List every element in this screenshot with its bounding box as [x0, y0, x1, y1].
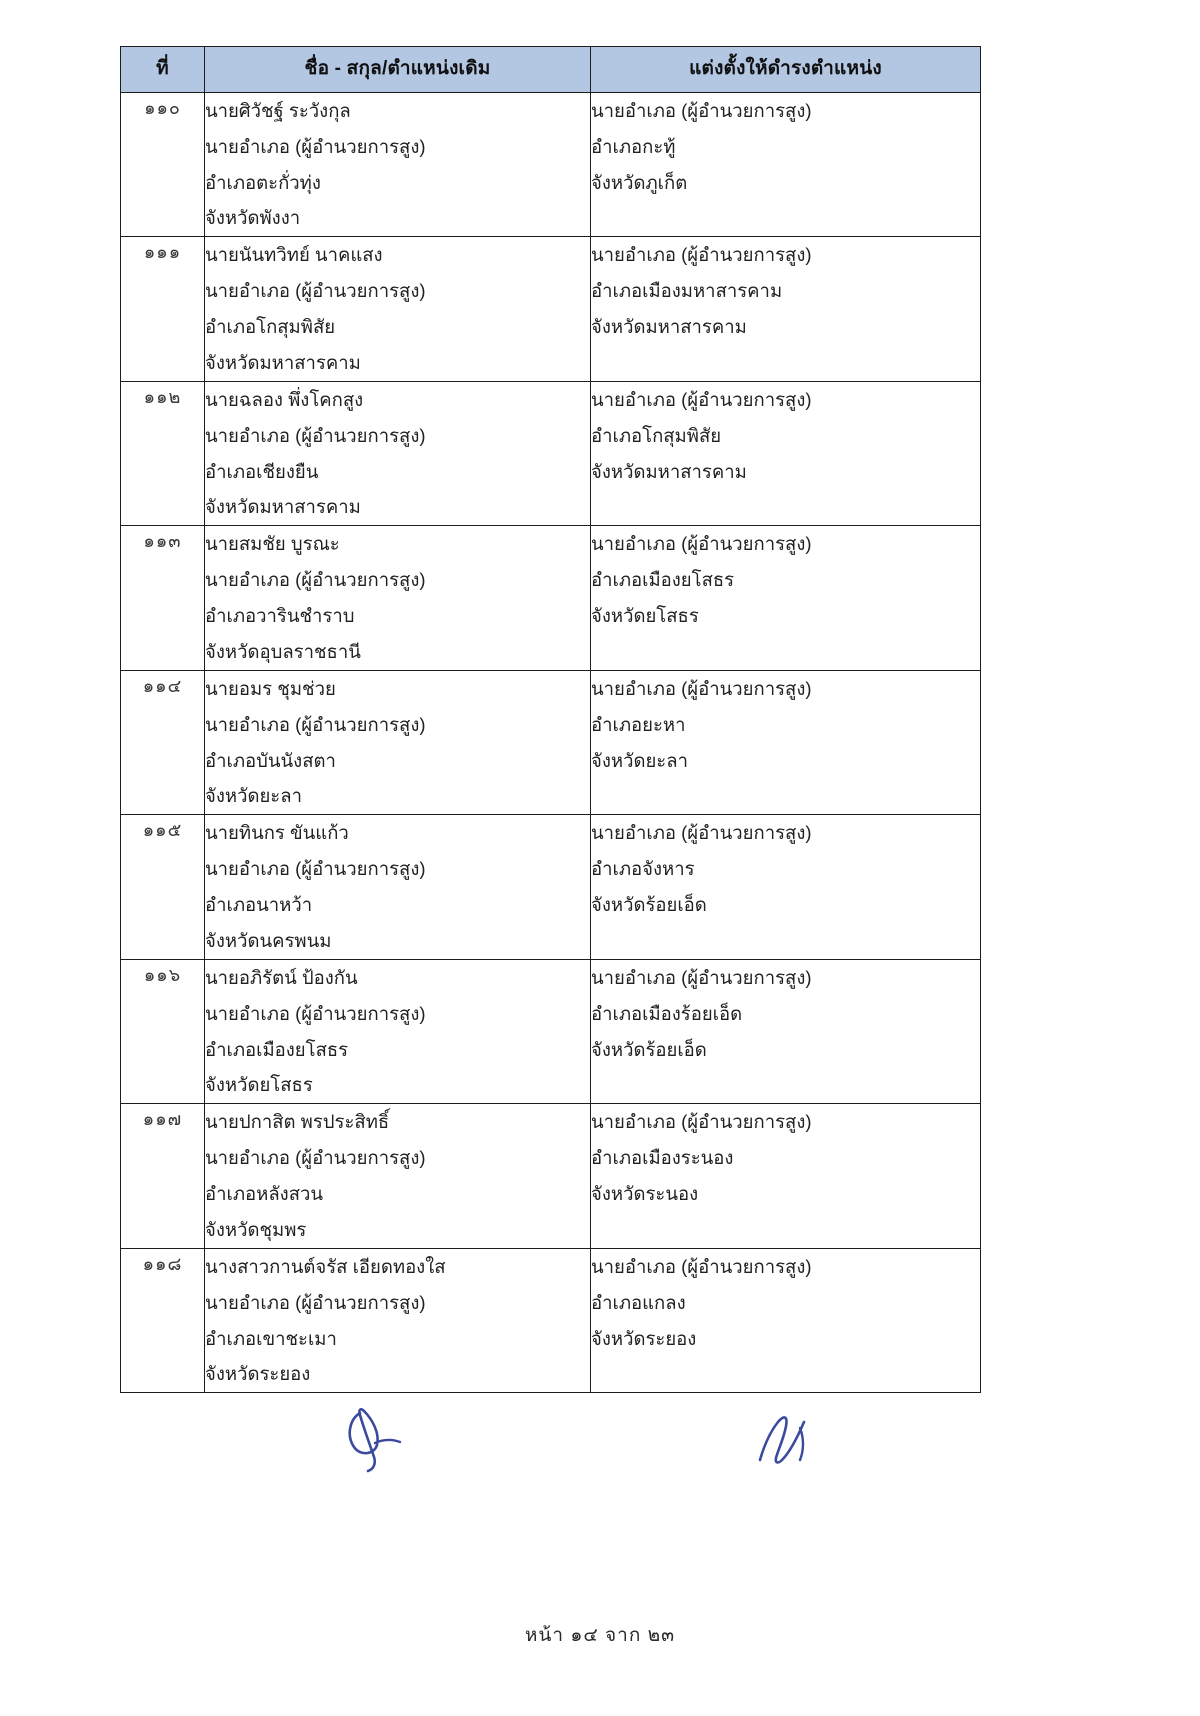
table-row — [121, 1104, 981, 1249]
new-position-line: อำเภอกะทู้ — [591, 135, 676, 157]
new-position-cell — [591, 526, 981, 671]
new-position-line: จังหวัดมหาสารคาม — [591, 316, 747, 337]
current-position-cell — [205, 92, 591, 237]
new-position-line — [591, 1356, 980, 1392]
current-position-line: นายอำเภอ (ผู้อำนวยการสูง) — [205, 1147, 426, 1169]
current-position-line: จังหวัดนครพนม — [205, 929, 332, 951]
signature-right — [740, 1398, 830, 1488]
new-position-line — [591, 1067, 980, 1103]
current-position-line: จังหวัดยะลา — [205, 785, 302, 807]
new-position-line: จังหวัดมหาสารคาม — [591, 460, 747, 482]
current-position-line: อำเภอเชียงยืน — [205, 460, 319, 482]
current-position-line: นายอำเภอ (ผู้อำนวยการสูง) — [205, 280, 426, 302]
new-position-line — [591, 923, 980, 959]
current-position-line: อำเภอนาหว้า — [205, 894, 313, 915]
new-position-line — [591, 778, 980, 814]
current-position-cell — [205, 959, 591, 1104]
table-row — [121, 815, 981, 960]
current-position-cell — [205, 381, 591, 526]
new-position-line: จังหวัดยโสธร — [591, 605, 699, 626]
current-position-line: จังหวัดอุบลราชธานี — [205, 640, 361, 662]
new-position-line — [591, 489, 980, 525]
current-position-line: นายอำเภอ (ผู้อำนวยการสูง) — [205, 713, 426, 735]
new-position-line: จังหวัดยะลา — [591, 749, 688, 771]
new-position-line — [591, 345, 980, 381]
current-position-line: จังหวัดระยอง — [205, 1363, 311, 1385]
row-index: ๑๑๑ — [121, 237, 205, 382]
row-index: ๑๑๕ — [121, 815, 205, 960]
current-position-line: นายอำเภอ (ผู้อำนวยการสูง) — [205, 135, 426, 157]
new-position-line: นายอำเภอ (ผู้อำนวยการสูง) — [591, 677, 812, 699]
current-position-line: จังหวัดพังงา — [205, 207, 301, 229]
new-position-cell — [591, 381, 981, 526]
new-position-line: อำเภอเมืองระนอง — [591, 1147, 734, 1169]
new-position-line: จังหวัดระยอง — [591, 1327, 697, 1349]
signature-left — [330, 1395, 420, 1485]
new-position-cell — [591, 959, 981, 1104]
new-position-cell — [591, 1104, 981, 1249]
new-position-line: นายอำเภอ (ผู้อำนวยการสูง) — [591, 822, 812, 844]
new-position-line — [591, 200, 980, 236]
current-position-cell — [205, 526, 591, 671]
current-position-cell — [205, 815, 591, 960]
table-row — [121, 959, 981, 1104]
current-position-line: นายปกาสิต พรประสิทธิ์ — [205, 1111, 390, 1133]
new-position-line: อำเภอจังหาร — [591, 858, 695, 880]
row-index: ๑๑๒ — [121, 381, 205, 526]
new-position-line: นายอำเภอ (ผู้อำนวยการสูง) — [591, 99, 812, 121]
current-position-line: อำเภอหลังสวน — [205, 1183, 324, 1204]
new-position-line: นายอำเภอ (ผู้อำนวยการสูง) — [591, 533, 812, 555]
column-header-from: ชื่อ - สกุล/ตำแหน่งเดิม — [205, 47, 591, 93]
new-position-line: อำเภอเมืองยโสธร — [591, 569, 735, 591]
new-position-line: นายอำเภอ (ผู้อำนวยการสูง) — [591, 388, 812, 410]
new-position-line: จังหวัดระนอง — [591, 1183, 699, 1204]
row-index: ๑๑๗ — [121, 1104, 205, 1249]
row-index: ๑๑๖ — [121, 959, 205, 1104]
new-position-line — [591, 1212, 980, 1248]
current-position-line: นางสาวกานต์จรัส เอียดทองใส — [205, 1255, 446, 1277]
table-body — [121, 92, 981, 1393]
row-index: ๑๑๘ — [121, 1248, 205, 1393]
current-position-line: อำเภอบันนังสตา — [205, 749, 336, 771]
current-position-line: นายอมร ชุมช่วย — [205, 677, 336, 699]
current-position-line: นายอำเภอ (ผู้อำนวยการสูง) — [205, 858, 426, 880]
table-row — [121, 92, 981, 237]
table-row — [121, 1248, 981, 1393]
new-position-cell — [591, 1248, 981, 1393]
new-position-line: จังหวัดร้อยเอ็ด — [591, 894, 707, 915]
current-position-line: นายศิวัชฐ์ ระวังกุล — [205, 99, 351, 121]
row-index: ๑๑๔ — [121, 670, 205, 815]
column-header-to: แต่งตั้งให้ดำรงตำแหน่ง — [591, 47, 981, 93]
current-position-cell — [205, 237, 591, 382]
current-position-line: จังหวัดชุมพร — [205, 1218, 307, 1240]
new-position-line: จังหวัดร้อยเอ็ด — [591, 1038, 707, 1060]
row-index: ๑๑๓ — [121, 526, 205, 671]
new-position-cell — [591, 92, 981, 237]
table-row — [121, 526, 981, 671]
new-position-line — [591, 634, 980, 670]
new-position-line: นายอำเภอ (ผู้อำนวยการสูง) — [591, 1255, 812, 1277]
current-position-cell — [205, 1104, 591, 1249]
new-position-line: จังหวัดภูเก็ต — [591, 171, 688, 193]
new-position-cell — [591, 815, 981, 960]
page-footer: หน้า ๑๔ จาก ๒๓ — [524, 1625, 676, 1646]
new-position-line: นายอำเภอ (ผู้อำนวยการสูง) — [591, 966, 812, 988]
current-position-cell — [205, 670, 591, 815]
table-header — [121, 47, 981, 93]
current-position-line: นายทินกร ขันแก้ว — [205, 822, 349, 844]
current-position-line: อำเภอวารินชำราบ — [205, 605, 355, 626]
current-position-line: นายนันทวิทย์ นาคแสง — [205, 244, 383, 266]
current-position-line: อำเภอโกสุมพิสัย — [205, 316, 336, 337]
new-position-line: อำเภอโกสุมพิสัย — [591, 424, 722, 446]
table-header-row — [121, 47, 981, 93]
new-position-line: นายอำเภอ (ผู้อำนวยการสูง) — [591, 244, 812, 266]
new-position-line: อำเภอแกลง — [591, 1291, 686, 1313]
new-position-line: อำเภอยะหา — [591, 713, 686, 735]
current-position-line: อำเภอเมืองยโสธร — [205, 1038, 349, 1060]
current-position-line: นายอำเภอ (ผู้อำนวยการสูง) — [205, 569, 426, 591]
current-position-line: จังหวัดยโสธร — [205, 1074, 313, 1096]
current-position-line: นายฉลอง พึ่งโคกสูง — [205, 388, 364, 410]
current-position-line: จังหวัดมหาสารคาม — [205, 351, 361, 373]
current-position-line: นายอำเภอ (ผู้อำนวยการสูง) — [205, 1002, 426, 1024]
new-position-cell — [591, 237, 981, 382]
table-row — [121, 237, 981, 382]
new-position-line: อำเภอเมืองร้อยเอ็ด — [591, 1002, 743, 1024]
current-position-line: นายสมชัย บูรณะ — [205, 533, 340, 555]
current-position-cell — [205, 1248, 591, 1393]
current-position-line: นายอำเภอ (ผู้อำนวยการสูง) — [205, 424, 426, 446]
current-position-line: จังหวัดมหาสารคาม — [205, 496, 361, 518]
new-position-line: นายอำเภอ (ผู้อำนวยการสูง) — [591, 1111, 812, 1133]
table-row — [121, 670, 981, 815]
current-position-line: นายอภิรัตน์ ป้องกัน — [205, 966, 358, 988]
appointment-table — [120, 46, 981, 1393]
new-position-line: อำเภอเมืองมหาสารคาม — [591, 280, 783, 302]
current-position-line: อำเภอเขาชะเมา — [205, 1327, 337, 1349]
current-position-line: นายอำเภอ (ผู้อำนวยการสูง) — [205, 1291, 426, 1313]
new-position-cell — [591, 670, 981, 815]
current-position-line: อำเภอตะกั่วทุ่ง — [205, 171, 321, 193]
table-row — [121, 381, 981, 526]
column-header-index: ที่ — [121, 47, 205, 93]
row-index: ๑๑๐ — [121, 92, 205, 237]
